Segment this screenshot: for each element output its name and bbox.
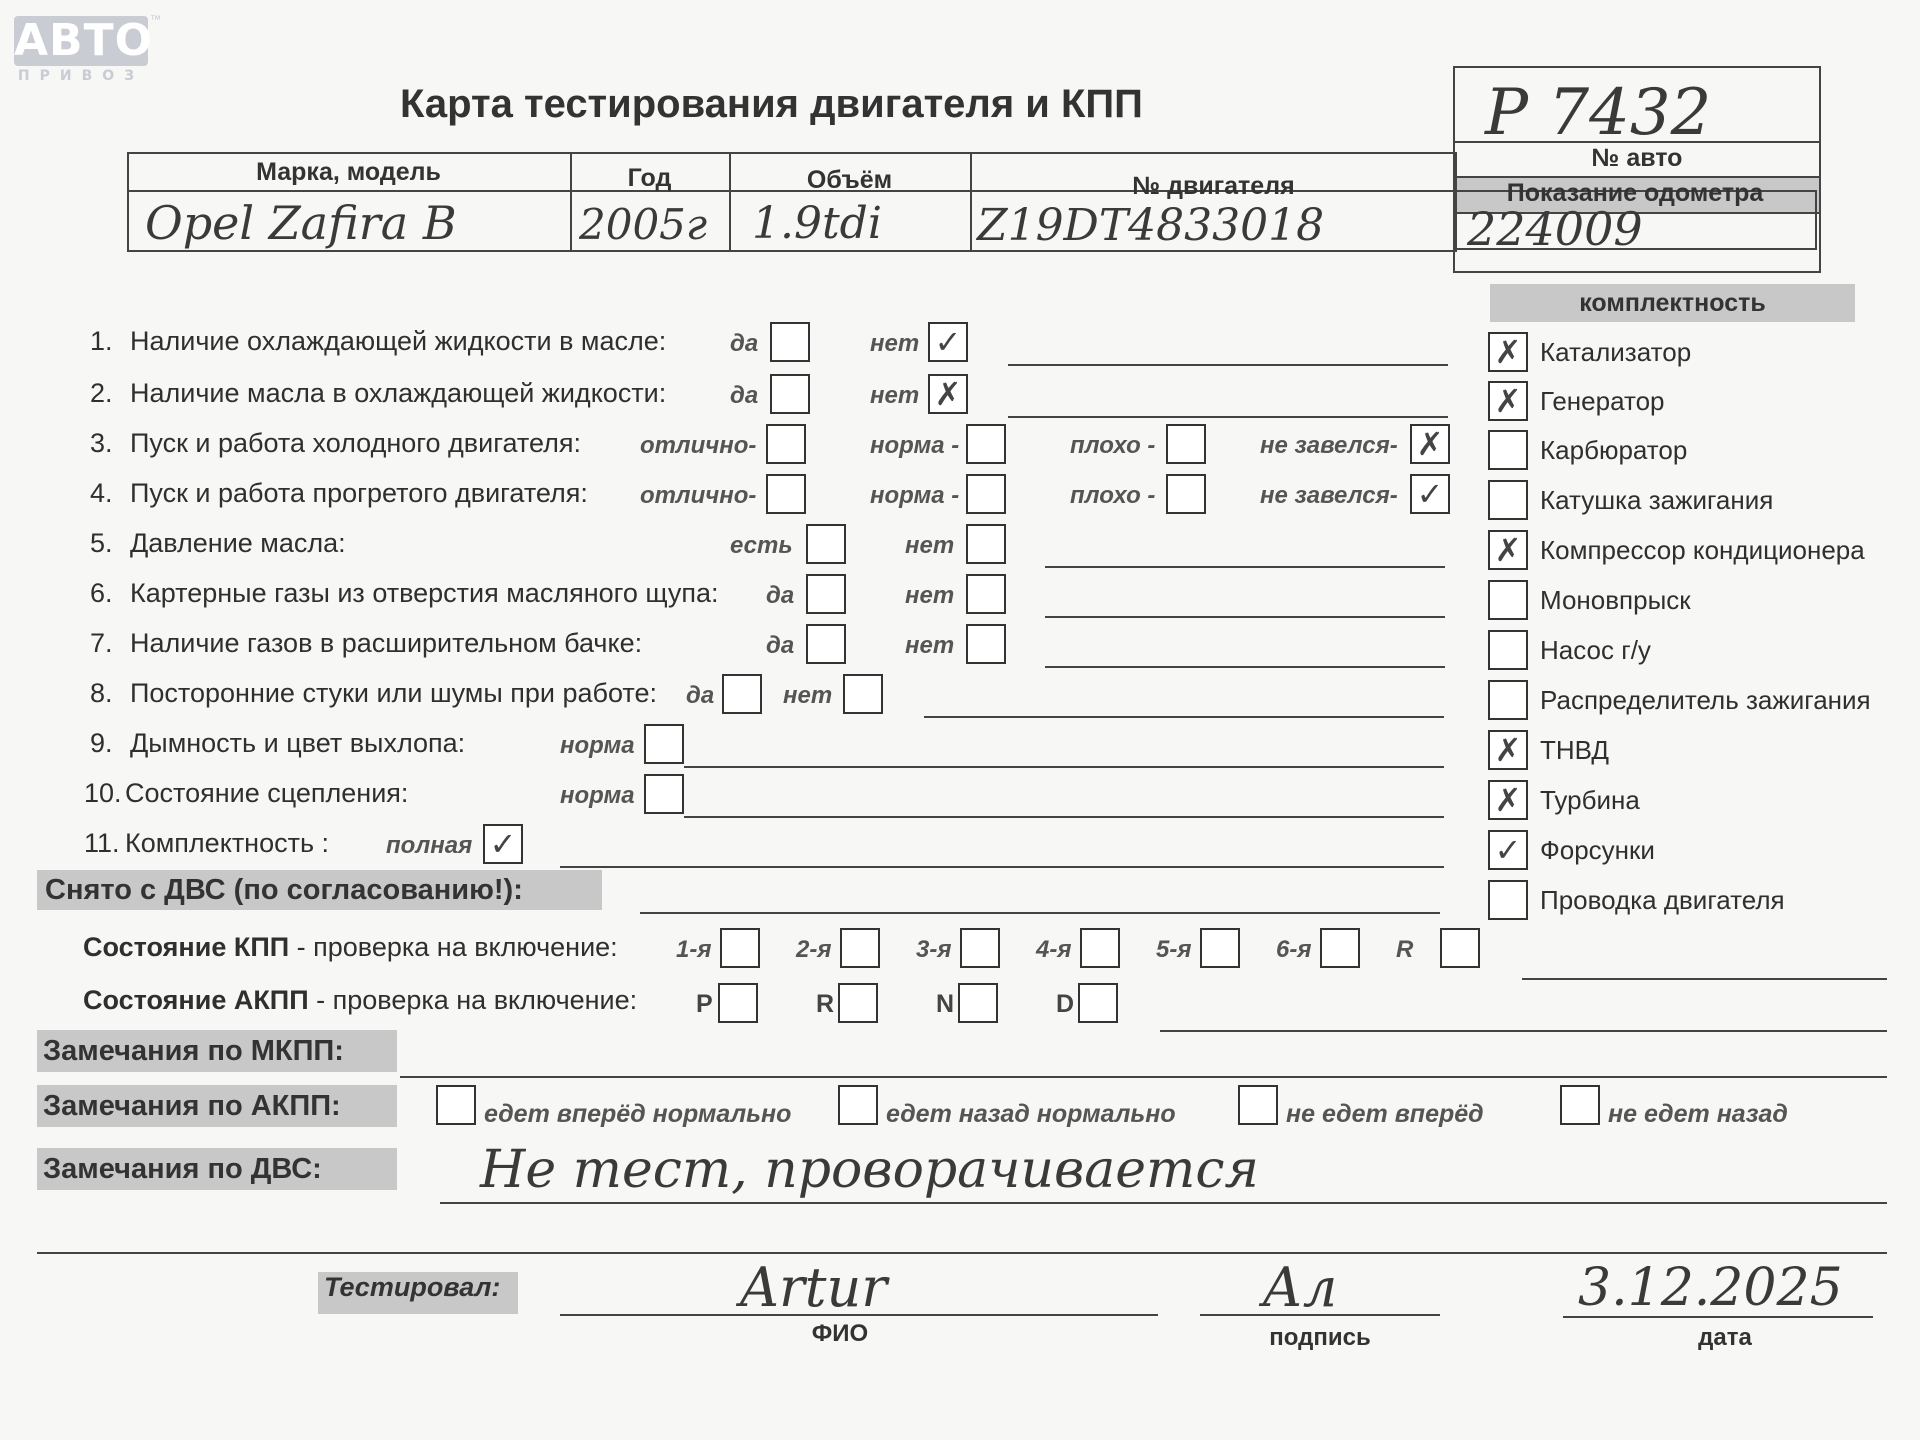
akpp-note-checkbox[interactable] (838, 1085, 878, 1125)
option-label: норма - (870, 482, 960, 509)
akpp-gear-label: R (816, 990, 835, 1018)
option-checkbox[interactable] (1166, 424, 1206, 464)
completeness-checkbox[interactable] (1488, 630, 1528, 670)
question-number: 4. (90, 478, 113, 508)
kpp-gear-checkbox[interactable] (1320, 928, 1360, 968)
kpp-gear-label: 1-я (676, 936, 712, 963)
check-mark-icon: ✓ (934, 323, 962, 361)
logo-subtitle: ПРИВОЗ (17, 68, 145, 84)
question-text: Наличие масла в охлаждающей жидкости: (130, 378, 667, 408)
option-label: нет (783, 682, 833, 709)
question-text: Состояние сцепления: (125, 778, 409, 808)
completeness-checkbox[interactable] (1488, 381, 1528, 421)
question-number: 2. (90, 378, 113, 408)
question-number: 3. (90, 428, 113, 458)
akpp-gear-label: D (1056, 990, 1075, 1018)
kpp-label-bold: Состояние КПП (83, 932, 290, 962)
completeness-checkbox[interactable] (1488, 780, 1528, 820)
completeness-item-label: Катализатор (1540, 337, 1692, 367)
akpp-gear-label: P (696, 990, 713, 1018)
kpp-gear-checkbox[interactable] (840, 928, 880, 968)
check-mark-icon: ✓ (1416, 475, 1444, 513)
option-label: нет (905, 582, 955, 609)
completeness-item-label: Генератор (1540, 386, 1665, 416)
signature-caption: подпись (1269, 1324, 1371, 1351)
completeness-item-label: Катушка зажигания (1540, 485, 1774, 515)
page-title: Карта тестирования двигателя и КПП (400, 82, 1143, 126)
akpp-note-checkbox[interactable] (1560, 1085, 1600, 1125)
answer-line (1045, 666, 1445, 668)
option-checkbox[interactable] (966, 424, 1006, 464)
year-value: 2005г (579, 200, 708, 249)
kpp-gear-checkbox[interactable] (720, 928, 760, 968)
completeness-item-label: Карбюратор (1540, 435, 1688, 465)
question-text: Дымность и цвет выхлопа: (130, 728, 466, 758)
kpp-gear-label: 3-я (916, 936, 952, 963)
option-label: да (730, 382, 759, 409)
removed-label: Снято с ДВС (по согласованию!): (37, 870, 602, 910)
volume-header: Объём (806, 166, 893, 194)
option-checkbox[interactable] (1410, 424, 1450, 464)
volume-value: 1.9tdi (752, 198, 882, 249)
completeness-checkbox[interactable] (1488, 580, 1528, 620)
question-text: Пуск и работа холодного двигателя: (130, 428, 581, 458)
kpp-gear-label: 2-я (796, 936, 832, 963)
option-checkbox[interactable] (770, 322, 810, 362)
option-checkbox[interactable] (483, 824, 523, 864)
notes-mkpp-label: Замечания по МКПП: (37, 1030, 397, 1072)
option-label: отлично- (640, 482, 757, 509)
answer-line (1045, 566, 1445, 568)
question-text: Наличие газов в расширительном бачке: (130, 628, 643, 658)
answer-line (560, 866, 1444, 868)
logo (14, 15, 154, 66)
completeness-title: комплектность (1490, 284, 1855, 322)
vehicle-number-value: P 7432 (1485, 76, 1712, 150)
kpp-gear-label: 5-я (1156, 936, 1192, 963)
tester-name-value: Artur (740, 1256, 888, 1319)
akpp-note-label: едет вперёд нормально (484, 1100, 792, 1128)
akpp-gear-checkbox[interactable] (718, 983, 758, 1023)
option-checkbox[interactable] (722, 674, 762, 714)
akpp-note-label: не едет вперёд (1286, 1100, 1484, 1128)
question-number: 5. (90, 528, 113, 558)
kpp-gear-label: 4-я (1036, 936, 1072, 963)
check-mark-icon: ✗ (1494, 333, 1522, 371)
option-label: да (730, 330, 759, 357)
akpp-note-label: едет назад нормально (886, 1100, 1176, 1128)
kpp-gear-checkbox[interactable] (960, 928, 1000, 968)
kpp-gear-label: 6-я (1276, 936, 1312, 963)
answer-line (1045, 616, 1445, 618)
option-label: плохо - (1070, 432, 1156, 459)
completeness-checkbox[interactable] (1488, 830, 1528, 870)
question-number: 9. (90, 728, 113, 758)
completeness-checkbox[interactable] (1488, 430, 1528, 470)
option-checkbox[interactable] (966, 524, 1006, 564)
option-label: норма (560, 732, 635, 759)
option-label: нет (870, 330, 920, 357)
logo-text: АВТО (14, 15, 154, 66)
option-label: нет (905, 632, 955, 659)
question-number: 10. (84, 778, 122, 808)
kpp-gear-checkbox[interactable] (1440, 928, 1480, 968)
completeness-checkbox[interactable] (1488, 880, 1528, 920)
fio-caption: ФИО (811, 1320, 869, 1347)
completeness-checkbox[interactable] (1488, 530, 1528, 570)
akpp-note-label: не едет назад (1608, 1100, 1788, 1128)
option-checkbox[interactable] (966, 574, 1006, 614)
question-text: Посторонние стуки или шумы при работе: (130, 678, 657, 708)
option-checkbox[interactable] (770, 374, 810, 414)
completeness-checkbox[interactable] (1488, 480, 1528, 520)
option-checkbox[interactable] (928, 374, 968, 414)
question-text: Пуск и работа прогретого двигателя: (130, 478, 588, 508)
option-label: есть (730, 532, 793, 559)
kpp-gear-checkbox[interactable] (1080, 928, 1120, 968)
notes-dvs-label: Замечания по ДВС: (37, 1148, 397, 1190)
check-mark-icon: ✗ (934, 375, 962, 413)
option-label: норма - (870, 432, 960, 459)
option-label: не завелся- (1260, 432, 1398, 459)
option-checkbox[interactable] (766, 474, 806, 514)
option-checkbox[interactable] (1410, 474, 1450, 514)
question-text: Картерные газы из отверстия масляного щупа: (130, 578, 719, 608)
option-checkbox[interactable] (806, 574, 846, 614)
answer-line (1008, 364, 1448, 366)
question-text: Комплектность : (125, 828, 330, 858)
option-label: плохо - (1070, 482, 1156, 509)
completeness-item-label: Насос г/у (1540, 635, 1651, 665)
akpp-note-checkbox[interactable] (436, 1085, 476, 1125)
question-text: Наличие охлаждающей жидкости в масле: (130, 326, 667, 356)
akpp-gear-checkbox[interactable] (958, 983, 998, 1023)
question-text: Давление масла: (130, 528, 346, 558)
option-checkbox[interactable] (806, 624, 846, 664)
question-number: 8. (90, 678, 113, 708)
option-checkbox[interactable] (1166, 474, 1206, 514)
answer-line (684, 816, 1444, 818)
completeness-item-label: Компрессор кондиционера (1540, 535, 1865, 565)
vehicle-number-label: № авто (1591, 144, 1683, 172)
completeness-item-label: Моновпрыск (1540, 585, 1691, 615)
question-number: 6. (90, 578, 113, 608)
akpp-label-bold: Состояние АКПП (83, 985, 309, 1015)
option-label: да (766, 582, 795, 609)
option-checkbox[interactable] (766, 424, 806, 464)
akpp-label (83, 985, 637, 1016)
option-checkbox[interactable] (928, 322, 968, 362)
option-label: да (686, 682, 715, 709)
engine-number-header: № двигателя (1132, 172, 1295, 200)
option-label: отлично- (640, 432, 757, 459)
answer-line (1008, 416, 1448, 418)
tested-label (318, 1272, 518, 1314)
kpp-gear-checkbox[interactable] (1200, 928, 1240, 968)
notes-dvs-value: Не тест, проворачивается (480, 1140, 1259, 1200)
option-checkbox[interactable] (966, 474, 1006, 514)
odometer-value: 224009 (1467, 202, 1643, 256)
akpp-note-checkbox[interactable] (1238, 1085, 1278, 1125)
completeness-item-label: Проводка двигателя (1540, 885, 1785, 915)
notes-akpp-label: Замечания по АКПП: (37, 1085, 397, 1127)
option-checkbox[interactable] (806, 524, 846, 564)
option-label: норма (560, 782, 635, 809)
kpp-label (83, 932, 618, 963)
option-checkbox[interactable] (644, 724, 684, 764)
date-value: 3.12.2025 (1578, 1258, 1843, 1318)
option-checkbox[interactable] (644, 774, 684, 814)
check-mark-icon: ✗ (1416, 425, 1444, 463)
answer-line (924, 716, 1444, 718)
vehicle-info-table (127, 152, 1817, 256)
question-number: 11. (84, 828, 120, 858)
kpp-gear-label: R (1396, 936, 1414, 963)
brand-model-value: Opel Zafira B (145, 196, 457, 250)
akpp-gear-checkbox[interactable] (1078, 983, 1118, 1023)
tested-label-text: Тестировал: (324, 1272, 501, 1302)
completeness-checkbox[interactable] (1488, 680, 1528, 720)
odometer-header: Показание одометра (1506, 179, 1764, 207)
option-label: нет (905, 532, 955, 559)
option-label: не завелся- (1260, 482, 1398, 509)
option-label: да (766, 632, 795, 659)
brand-model-header: Марка, модель (256, 158, 441, 186)
akpp-gear-checkbox[interactable] (838, 983, 878, 1023)
question-number: 7. (90, 628, 113, 658)
akpp-gear-label: N (936, 990, 955, 1018)
option-label: нет (870, 382, 920, 409)
check-mark-icon: ✗ (1494, 382, 1522, 420)
engine-number-value: Z19DT4833018 (977, 200, 1325, 251)
completeness-item-label: Форсунки (1540, 835, 1655, 865)
completeness-item-label: ТНВД (1540, 735, 1610, 765)
question-number: 1. (90, 326, 113, 356)
check-mark-icon: ✗ (1494, 531, 1522, 569)
completeness-checkbox[interactable] (1488, 332, 1528, 372)
option-label: полная (386, 832, 473, 859)
trademark: ™ (150, 14, 161, 26)
option-checkbox[interactable] (843, 674, 883, 714)
check-mark-icon: ✓ (489, 825, 517, 863)
date-caption: дата (1698, 1324, 1752, 1351)
akpp-label-rest: - проверка на включение: (308, 985, 638, 1015)
check-mark-icon: ✓ (1494, 831, 1522, 869)
check-mark-icon: ✗ (1494, 731, 1522, 769)
kpp-label-rest: - проверка на включение: (289, 932, 618, 962)
completeness-item-label: Турбина (1540, 785, 1640, 815)
check-mark-icon: ✗ (1494, 781, 1522, 819)
year-header: Год (627, 164, 672, 192)
signature-value: Ал (1262, 1256, 1338, 1319)
completeness-checkbox[interactable] (1488, 730, 1528, 770)
completeness-item-label: Распределитель зажигания (1540, 685, 1871, 715)
answer-line (684, 766, 1444, 768)
option-checkbox[interactable] (966, 624, 1006, 664)
